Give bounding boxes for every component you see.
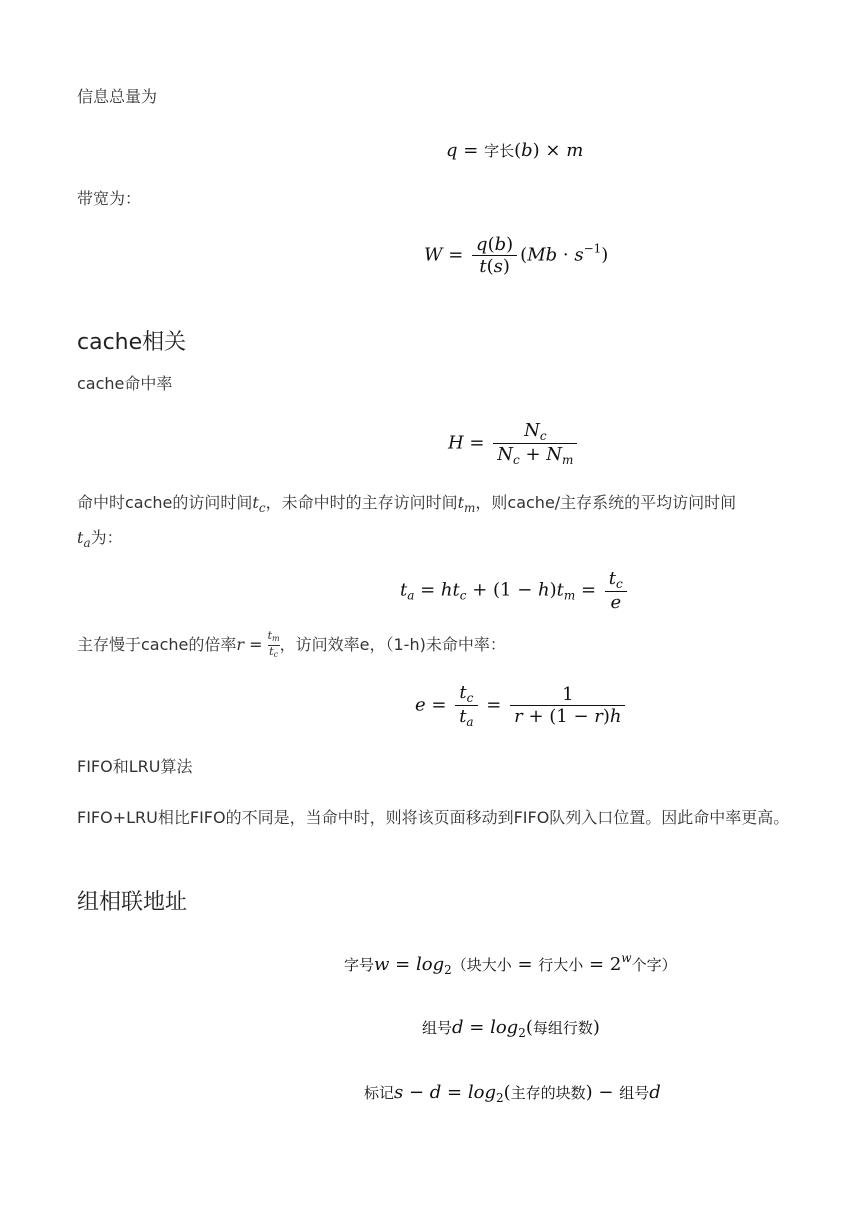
formula-cjk-lines-per-group: 每组行数 [532, 1019, 593, 1037]
formula-cjk-block-size: 块大小 [466, 956, 512, 974]
formula-efficiency: e = $\frac{t_c}{t_a}$ = $\frac{1}{r + (1 - r)h}$ [415, 682, 628, 729]
formula-cjk-word-no: 字号 [344, 956, 375, 974]
ratio-text-2: ，访问效率e，（1-h)未命中率： [279, 635, 506, 654]
access-time-text-4: 为： [90, 528, 123, 547]
paragraph-bandwidth: 带宽为： [77, 189, 142, 208]
paragraph-fifo-desc: FIFO+LRU相比FIFO的不同是，当命中时，则将该页面移动到FIFO队列入口位置。因此命中率更高。 [77, 808, 790, 827]
paragraph-access-time: 命中时cache的访问时间$t_c$，未命中时的主存访问时间$t_m$，则cache/主存系统的平均访问时间 $t_a$为： [77, 493, 737, 550]
formula-group-no: 组号$d = \log_2$(每组行数) [422, 1017, 600, 1040]
paragraph-ratio: 主存慢于cache的倍率r = $\frac{t_m}{t_c}$ ，访问效率e，（1-h)未命中率： [77, 629, 506, 659]
ratio-text-1: 主存慢于cache的倍率 [77, 635, 237, 654]
formula-avg-access-time: $t_a = ht_c + (1 - h)t_m$ = $\frac{t_c}{e}$ [400, 568, 630, 613]
formula-cjk-line-size: 行大小 [538, 956, 584, 974]
access-time-text-3: ，则cache/主存系统的平均访问时间 [475, 493, 737, 512]
formula-hit-rate: H = $\frac{N_c}{N_c + N_m}$ [448, 420, 580, 467]
formula-tag: 标记$s - d = \log_2$(主存的块数) − 组号d [364, 1082, 661, 1105]
formula-cjk-mem-blocks: 主存的块数 [510, 1084, 586, 1102]
paragraph-fifo-lru: FIFO和LRU算法 [77, 757, 193, 776]
formula-cjk-words: 个字 [631, 956, 662, 974]
formula-cjk-group-no-2: 组号 [619, 1084, 650, 1102]
formula-cjk-tag: 标记 [364, 1084, 395, 1102]
access-time-text-2: ，未命中时的主存访问时间 [265, 493, 458, 512]
formula-cjk-group-no: 组号 [422, 1019, 453, 1037]
paragraph-cache-hit-rate: cache命中率 [77, 374, 173, 393]
heading-group: 组相联地址 [77, 890, 188, 915]
paragraph-info-total: 信息总量为 [77, 87, 158, 106]
formula-cjk-word-length: 字长 [484, 142, 515, 160]
formula-info-total: q = 字长(b) × m [446, 140, 584, 161]
formula-bandwidth: W = $\frac{q(b)}{t(s)}$ $(Mb \cdot s^{-1})$ [424, 234, 609, 277]
formula-word-no: 字号$w = \log_2$（块大小 = 行大小 = $2^w$个字） [344, 951, 677, 977]
heading-cache: cache相关 [77, 330, 187, 355]
access-time-text-1: 命中时cache的访问时间 [77, 493, 253, 512]
